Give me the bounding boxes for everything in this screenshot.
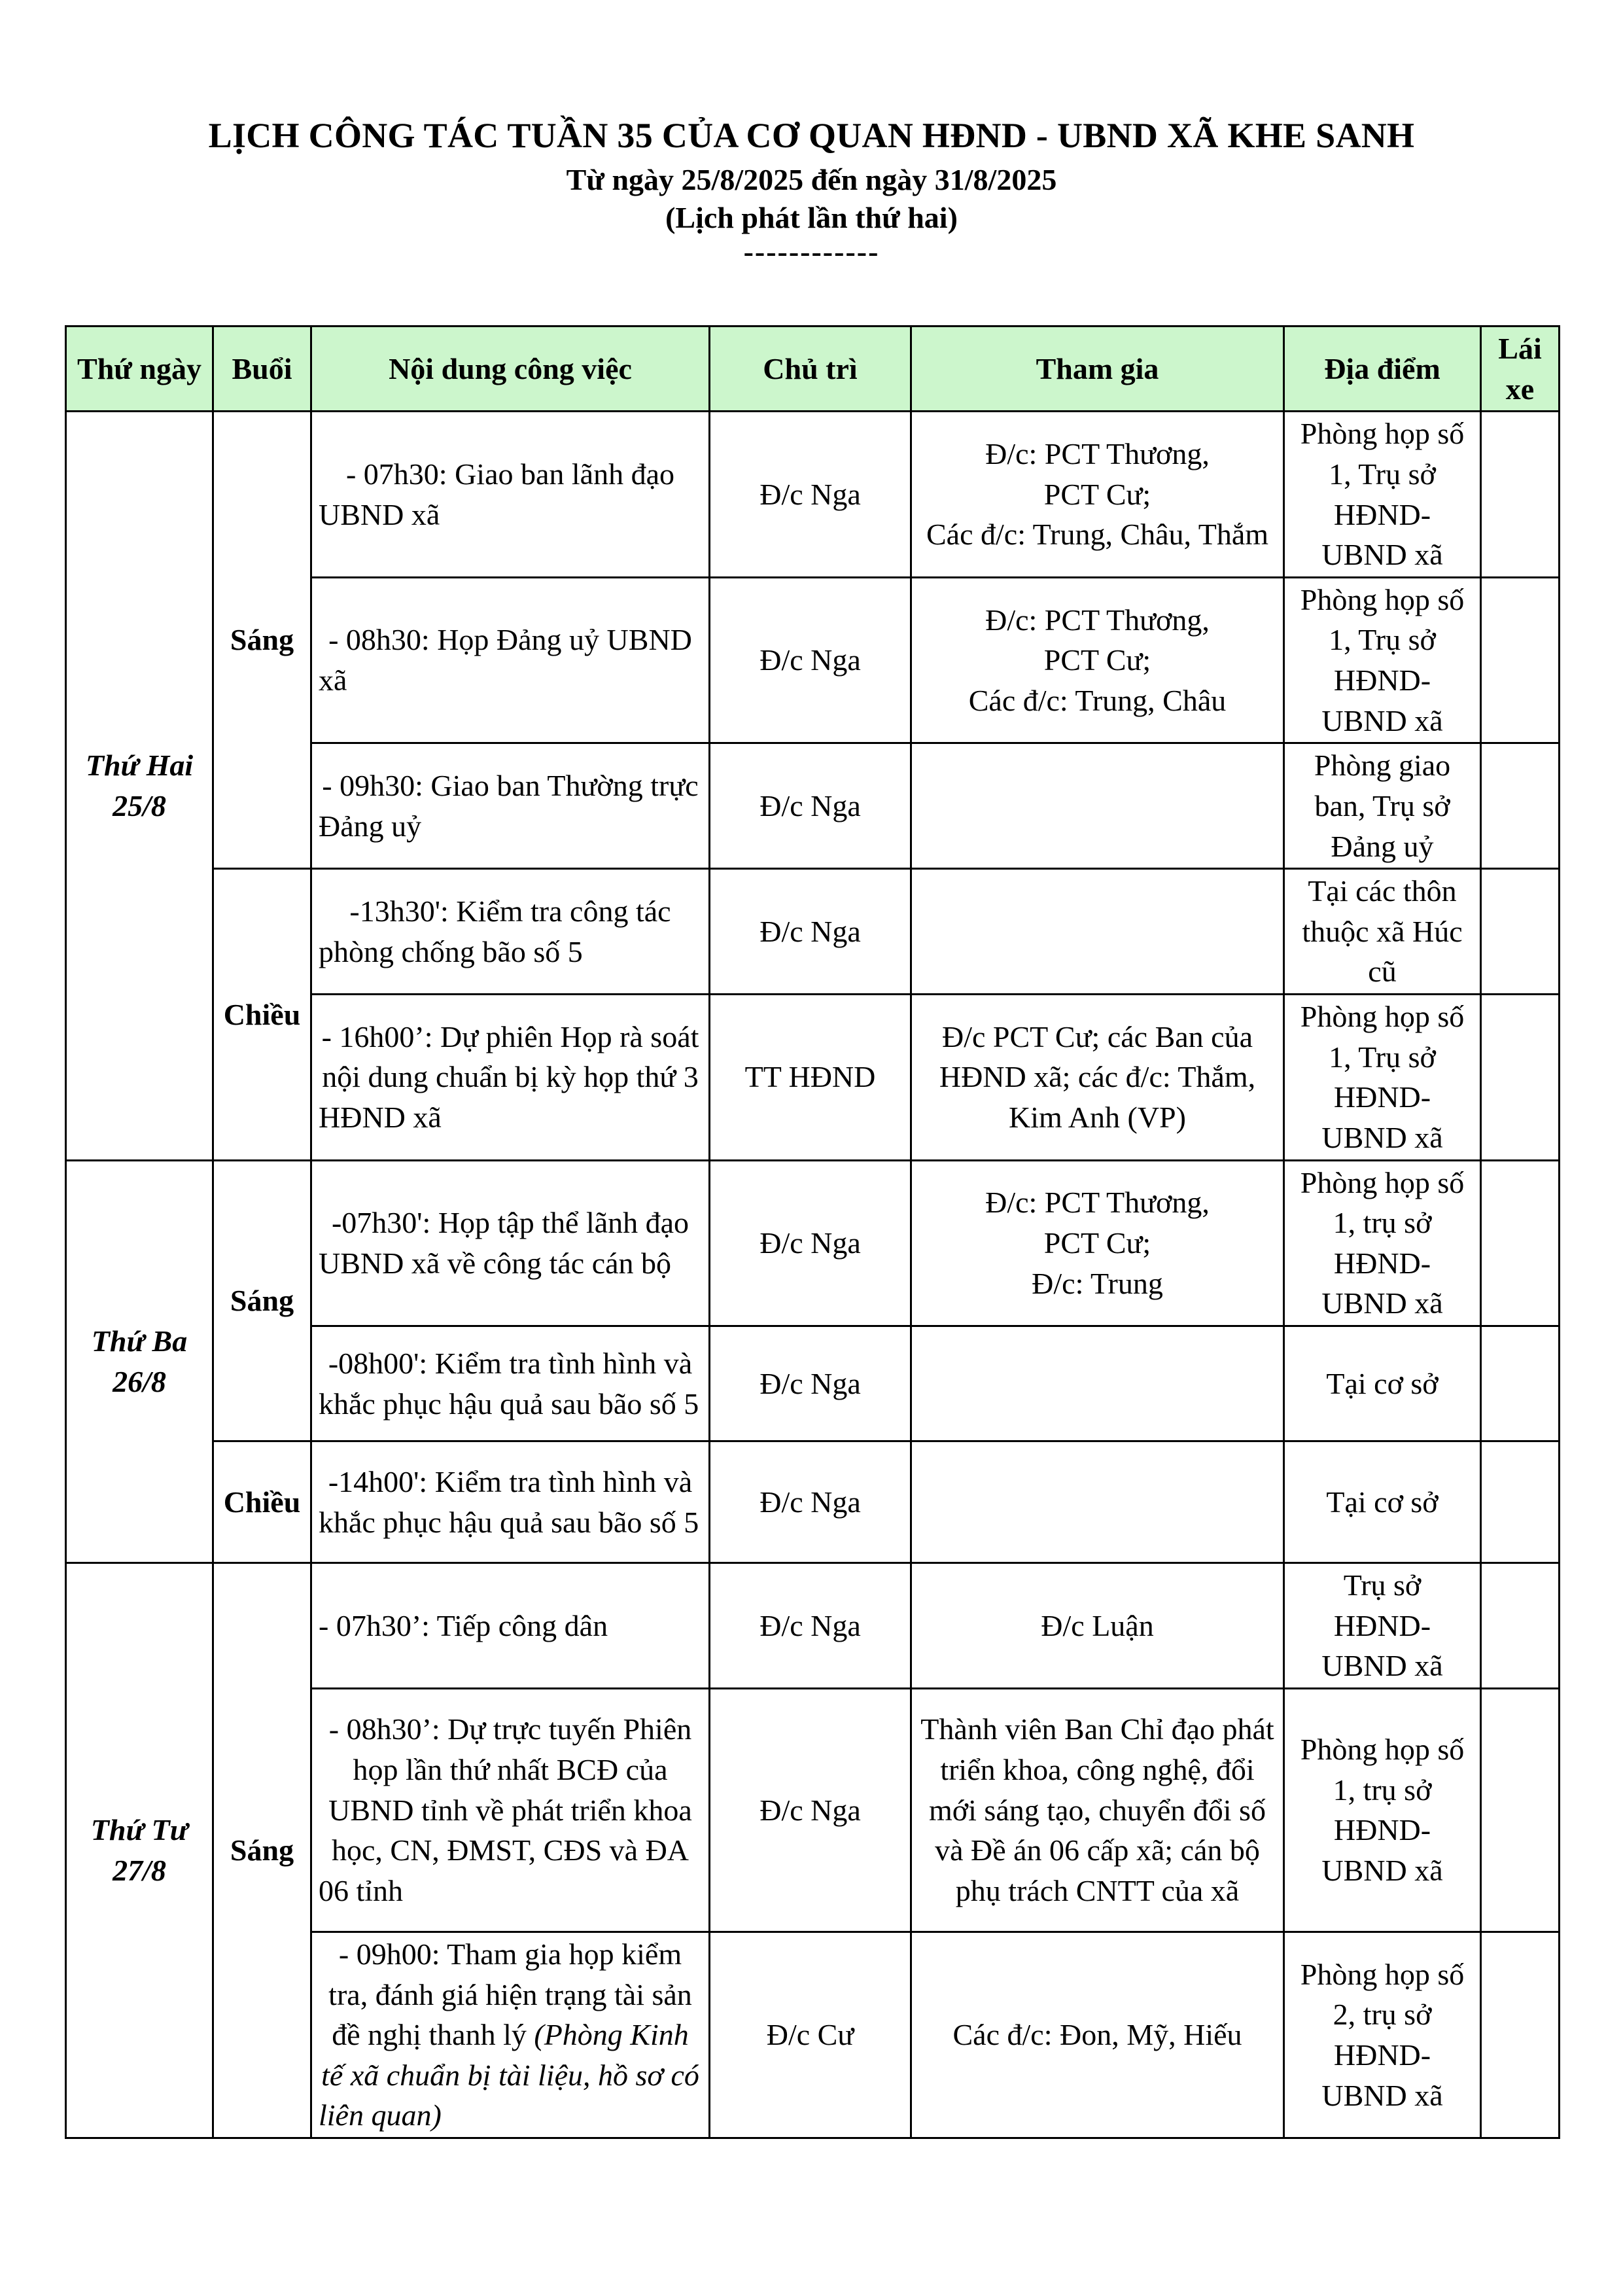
content-text: - 09h00: Tham gia họp kiểm tra, đánh giá hiện trạng tài sản đề nghị thanh lý — [328, 1937, 692, 2052]
chair-cell: Đ/c Nga — [710, 1563, 911, 1689]
driver-cell — [1481, 1563, 1560, 1689]
col-header-location: Địa điểm — [1284, 327, 1481, 412]
col-header-session: Buổi — [213, 327, 311, 412]
day-cell — [66, 412, 213, 1160]
day-weekday: Thứ Hai — [85, 749, 194, 783]
chair-cell: Đ/c Cư — [710, 1932, 911, 2138]
chair-cell: Đ/c Nga — [710, 1326, 911, 1441]
day-weekday: Thứ Tư — [90, 1813, 188, 1847]
location-cell: Phòng họp số 1, trụ sở HĐND-UBND xã — [1284, 1160, 1481, 1326]
content-text: -14h00': Kiểm tra tình hình và khắc phục hậu quả sau bão số 5 — [319, 1464, 699, 1539]
table-row — [66, 869, 1560, 995]
location-cell: Trụ sở HĐND-UBND xã — [1284, 1563, 1481, 1689]
content-cell — [311, 1563, 710, 1689]
day-date: 25/8 — [113, 788, 166, 822]
day-cell — [66, 1563, 213, 2138]
session-cell: Sáng — [213, 412, 311, 869]
col-header-chair: Chủ trì — [710, 327, 911, 412]
chair-cell: Đ/c Nga — [710, 743, 911, 869]
content-text: -07h30': Họp tập thể lãnh đạo UBND xã về công tác cán bộ — [319, 1206, 689, 1280]
content-cell — [311, 869, 710, 995]
session-cell: Sáng — [213, 1563, 311, 2138]
content-cell — [311, 1688, 710, 1932]
content-note: (Phòng Kinh tế xã chuẩn bị tài liệu, hồ sơ có liên quan) — [319, 2018, 699, 2132]
participants-cell: Đ/c Luận — [911, 1563, 1284, 1689]
participants-cell — [911, 869, 1284, 995]
session-cell: Chiều — [213, 869, 311, 1160]
content-text: - 07h30’: Tiếp công dân — [319, 1608, 608, 1642]
col-header-driver: Lái xe — [1481, 327, 1560, 412]
participants-cell: Đ/c PCT Cư; các Ban của HĐND xã; các đ/c: Thắm, Kim Anh (VP) — [911, 995, 1284, 1161]
location-cell: Tại cơ sở — [1284, 1441, 1481, 1563]
content-text: -13h30': Kiểm tra công tác phòng chống bão số 5 — [319, 894, 671, 968]
chair-cell: Đ/c Nga — [710, 577, 911, 743]
day-date: 27/8 — [113, 1854, 166, 1887]
page-title: LỊCH CÔNG TÁC TUẦN 35 CỦA CƠ QUAN HĐND - UBND XÃ KHE SANH — [208, 116, 1415, 155]
session-cell: Sáng — [213, 1160, 311, 1441]
driver-cell — [1481, 412, 1560, 578]
day-date: 26/8 — [113, 1364, 166, 1398]
content-cell — [311, 577, 710, 743]
driver-cell — [1481, 995, 1560, 1161]
content-text: - 08h30’: Dự trực tuyến Phiên họp lần thứ nhất BCĐ của UBND tỉnh về phát triển khoa học, CN, ĐMST, CĐS và ĐA 06 tỉnh — [319, 1712, 692, 1907]
table-header-row — [66, 327, 1560, 412]
content-cell — [311, 1932, 710, 2138]
content-cell — [311, 1326, 710, 1441]
chair-cell: Đ/c Nga — [710, 1441, 911, 1563]
table-row — [66, 1160, 1560, 1326]
title-separator: ------------ — [743, 235, 880, 268]
driver-cell — [1481, 1326, 1560, 1441]
content-cell — [311, 1441, 710, 1563]
date-range: Từ ngày 25/8/2025 đến ngày 31/8/2025 — [566, 163, 1057, 196]
driver-cell — [1481, 1932, 1560, 2138]
location-cell: Tại các thôn thuộc xã Húc cũ — [1284, 869, 1481, 995]
chair-cell: Đ/c Nga — [710, 412, 911, 578]
day-cell — [66, 1160, 213, 1563]
col-header-day: Thứ ngày — [66, 327, 213, 412]
table-row — [66, 412, 1560, 578]
content-cell — [311, 743, 710, 869]
content-text: - 09h30: Giao ban Thường trực Đảng uỷ — [319, 769, 699, 843]
location-cell: Phòng họp số 1, trụ sở HĐND-UBND xã — [1284, 1688, 1481, 1932]
table-row — [66, 1563, 1560, 1689]
chair-cell: Đ/c Nga — [710, 1160, 911, 1326]
day-weekday: Thứ Ba — [91, 1324, 188, 1358]
participants-cell — [911, 1326, 1284, 1441]
location-cell: Phòng họp số 2, trụ sở HĐND-UBND xã — [1284, 1932, 1481, 2138]
participants-cell: Đ/c: PCT Thương, PCT Cư; Đ/c: Trung — [911, 1160, 1284, 1326]
chair-cell: TT HĐND — [710, 995, 911, 1161]
participants-cell: Đ/c: PCT Thương, PCT Cư; Các đ/c: Trung, Châu — [911, 577, 1284, 743]
driver-cell — [1481, 1160, 1560, 1326]
content-cell — [311, 995, 710, 1161]
col-header-participants: Tham gia — [911, 327, 1284, 412]
chair-cell: Đ/c Nga — [710, 869, 911, 995]
content-cell — [311, 412, 710, 578]
content-text: -08h00': Kiểm tra tình hình và khắc phục hậu quả sau bão số 5 — [319, 1346, 699, 1421]
driver-cell — [1481, 577, 1560, 743]
content-text: - 07h30: Giao ban lãnh đạo UBND xã — [319, 457, 675, 531]
schedule-table — [65, 325, 1560, 2139]
table-row — [66, 1441, 1560, 1563]
driver-cell — [1481, 743, 1560, 869]
driver-cell — [1481, 869, 1560, 995]
participants-cell: Đ/c: PCT Thương, PCT Cư; Các đ/c: Trung, Châu, Thắm — [911, 412, 1284, 578]
schedule-body — [66, 412, 1560, 2138]
col-header-content: Nội dung công việc — [311, 327, 710, 412]
location-cell: Phòng giao ban, Trụ sở Đảng uỷ — [1284, 743, 1481, 869]
issue-note: (Lịch phát lần thứ hai) — [665, 201, 958, 234]
content-text: - 16h00’: Dự phiên Họp rà soát nội dung chuẩn bị kỳ họp thứ 3 HĐND xã — [319, 1019, 699, 1135]
driver-cell — [1481, 1441, 1560, 1563]
location-cell: Phòng họp số 1, Trụ sở HĐND-UBND xã — [1284, 577, 1481, 743]
participants-cell: Thành viên Ban Chỉ đạo phát triển khoa, công nghệ, đổi mới sáng tạo, chuyển đổi số và Đề án 06 cấp xã; cán bộ phụ trách CNTT của xã — [911, 1688, 1284, 1932]
participants-cell: Các đ/c: Đon, Mỹ, Hiếu — [911, 1932, 1284, 2138]
content-cell — [311, 1160, 710, 1326]
participants-cell — [911, 1441, 1284, 1563]
driver-cell — [1481, 1688, 1560, 1932]
chair-cell: Đ/c Nga — [710, 1688, 911, 1932]
participants-cell — [911, 743, 1284, 869]
location-cell: Phòng họp số 1, Trụ sở HĐND-UBND xã — [1284, 412, 1481, 578]
session-cell: Chiều — [213, 1441, 311, 1563]
location-cell: Phòng họp số 1, Trụ sở HĐND-UBND xã — [1284, 995, 1481, 1161]
location-cell: Tại cơ sở — [1284, 1326, 1481, 1441]
content-text: - 08h30: Họp Đảng uỷ UBND xã — [319, 623, 692, 697]
